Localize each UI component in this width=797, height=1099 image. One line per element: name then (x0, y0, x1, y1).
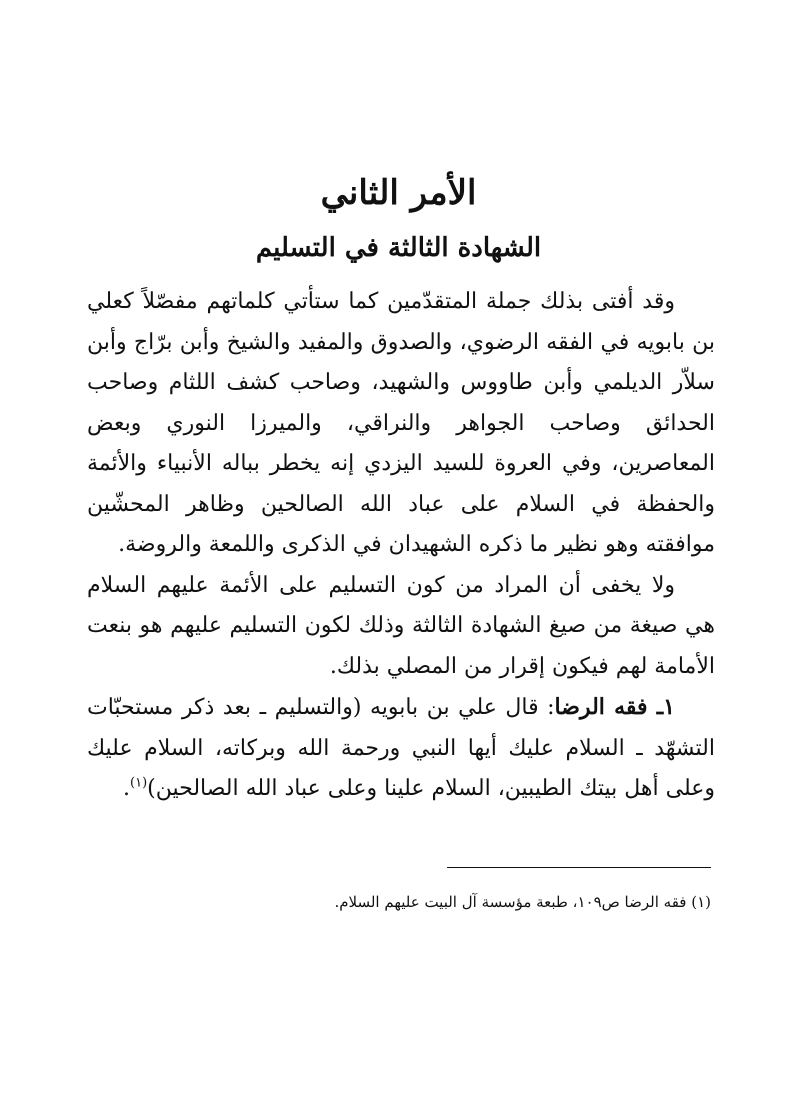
paragraph-2: ولا يخفى أن المراد من كون التسليم على الأئمة عليهم السلام هي صيغة من صيغ الشهادة الثالثة وذلك لكون التسليم عليهم هو بنعت الأمامة لهم فيكون إقرار من المصلي بذلك. (87, 572, 715, 679)
footnote-divider (447, 867, 711, 868)
section-title: الشهادة الثالثة في التسليم (255, 233, 542, 263)
paragraph-3-lead: ١ـ فقه الرضا (554, 694, 675, 720)
footnote-1: (١) فقه الرضا ص١٠٩، طبعة مؤسسة آل البيت عليهم السلام. (334, 893, 711, 911)
body-text (87, 282, 715, 810)
paragraph-3 (87, 687, 715, 810)
chapter-title: الأمر الثاني (320, 173, 477, 213)
paragraph-3-end: . (123, 776, 131, 801)
paragraph-3-text: : قال علي بن بابويه (والتسليم ـ بعد ذكر مستحبّات التشهّد ـ السلام عليك أيها النبي ورحمة الله وبركاته، السلام عليك وعلى أهل بيتك الطيبين، السلام علينا وعلى عباد الله الصالحين) (87, 695, 715, 801)
footnote-reference: (١) (130, 775, 148, 791)
paragraph-1: وقد أفتى بذلك جملة المتقدّمين كما ستأتي كلماتهم مفصّلاً كعلي بن بابويه في الفقه الرضوي، والصدوق والمفيد والشيخ وأبن برّاج وأبن سلاّر الديلمي وأبن طاووس والشهيد، وصاحب كشف اللثام وصاحب الحدائق وصاحب الجواهر والنراقي، والميرزا النوري وبعض المعاصرين، وفي العروة للسيد اليزدي إنه يخطر بباله الأنبياء والأئمة والحفظة في السلام على عباد الله الصالحين وظاهر المحشّين موافقته وهو نظير ما ذكره الشهيدان في الذكرى واللمعة والروضة. (87, 289, 715, 557)
